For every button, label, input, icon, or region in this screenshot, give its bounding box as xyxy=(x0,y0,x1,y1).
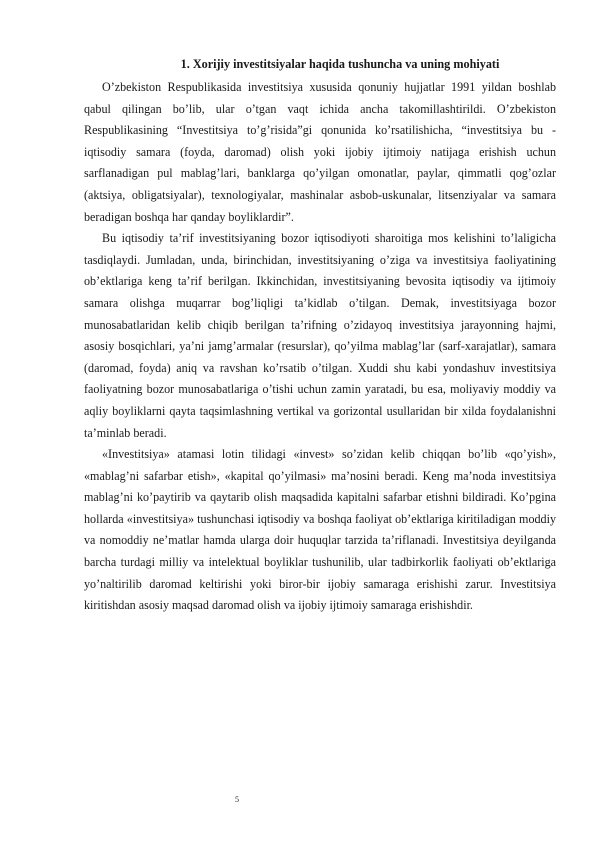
page-number: 5 xyxy=(235,795,239,804)
document-page xyxy=(84,56,556,617)
paragraph-1: O’zbekiston Respublikasida investitsiya xususida qonuniy hujjatlar 1991 yildan boshlab qabul qilingan bo’lib, ular o’tgan vaqt ichida ancha takomillashtirildi. O’zbekiston Respublikasining “Investitsiya to’g’risida”gi qonunida ko’rsatilishicha, “investitsiya bu - iqtisodiy samara (foyda, daromad) olish yoki ijobiy ijtimoiy natijaga erishish uchun sarflanadigan pul mablag’lari, banklarga qo’yilgan omonatlar, paylar, qimmatli qog’ozlar (aktsiya, obligatsiyalar), texnologiyalar, mashinalar asbob-uskunalar, litsenziyalar va samara beradigan boshqa har qanday boyliklardir”. xyxy=(84,80,556,224)
section-title: 1. Xorijiy investitsiyalar haqida tushuncha va uning mohiyati xyxy=(180,57,500,71)
paragraph-2: Bu iqtisodiy ta’rif investitsiyaning bozor iqtisodiyoti sharoitiga mos kelishini to’laligicha tasdiqlaydi. Jumladan, unda, birinchidan, investitsiyaning o’ziga va investitsiya faoliyatining ob’ektlariga keng ta’rif berilgan. Ikkinchidan, investitsiyaning bevosita iqtisodiy va ijtimoiy samara olishga muqarrar bog’liqligi ta’kidlab o’tilgan. Demak, investitsiyaga bozor munosabatlaridan kelib chiqib berilgan ta’rifning o’zidayoq investitsiya jarayonning hajmi, asosiy bosqichlari, ya’ni jamg’armalar (resurslar), qo’yilma mablag’lar (sarf-xarajatlar), samara (daromad, foyda) aniq va ravshan ko’rsatib o’tilgan. Xuddi shu kabi yondashuv investitsiya faoliyatning bozor munosabatlariga o’tishi uchun zamin yaratadi, bu esa, moliyaviy moddiy va aqliy boyliklarni qayta taqsimlashning vertikal va gorizontal usullaridan bir xilda foydalanishni ta’minlab beradi. xyxy=(84,231,556,440)
paragraph-3: «Investitsiya» atamasi lotin tilidagi «invest» so’zidan kelib chiqqan bo’lib «qo’yish», «mablag’ni safarbar etish», «kapital qo’yilmasi» ma’nosini beradi. Keng ma’noda investitsiya mablag’ni ko’paytirib va qaytarib olish maqsadida kapitalni safarbar etishni bildiradi. Ko’pgina hollarda «investitsiya» tushunchasi iqtisodiy va boshqa faoliyat ob’ektlariga kiritiladigan moddiy va nomoddiy ne’matlar hamda ularga doir huquqlar tarzida ta’riflanadi. Investitsiya deyilganda barcha turdagi milliy va intelektual boyliklar tushunilib, ular tadbirkorlik faoliyati ob’ektlariga yo’naltirilib daromad keltirishi yoki biror-bir ijobiy samaraga erishishi zarur. Investitsiya kiritishdan asosiy maqsad daromad olish va ijobiy ijtimoiy samaraga erishishdir. xyxy=(84,447,556,613)
